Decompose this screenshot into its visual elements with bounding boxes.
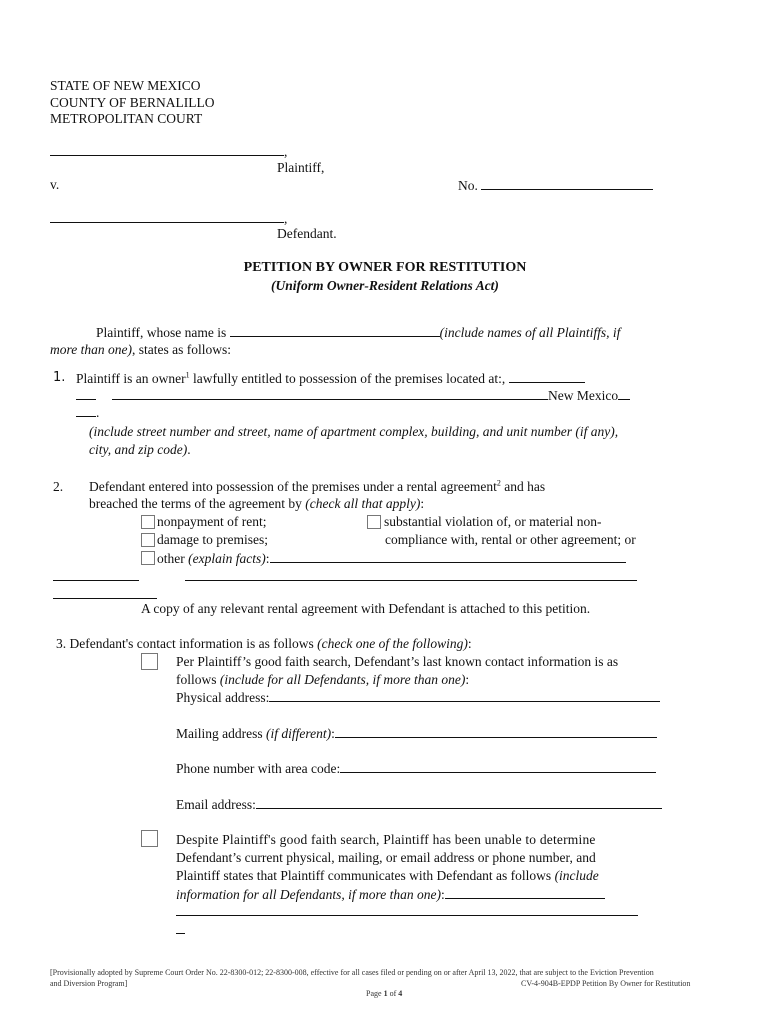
other-checkbox[interactable] (141, 551, 155, 565)
footer-note-1: [Provisionally adopted by Supreme Court Order No. 22-8300-012; 22-8300-008, effective for all cases filed or pending on or after April 13, 2022, that are subject to the Eviction Prevention (50, 968, 654, 977)
email-field[interactable] (256, 796, 662, 809)
section-2-number: 2. (53, 479, 64, 494)
contact-unknown-line-1: Despite Plaintiff's good faith search, Plaintiff has been unable to determine (176, 832, 596, 847)
contact-known-checkbox[interactable] (141, 653, 158, 670)
plaintiff-names-field[interactable] (230, 324, 440, 337)
defendant-label: Defendant. (277, 226, 337, 241)
phone-row: Phone number with area code: (176, 760, 656, 777)
contact-known-line-2: follows (include for all Defendants, if more than one): (176, 672, 470, 687)
damage-checkbox[interactable] (141, 533, 155, 547)
footer-form-id: CV-4-904B-EPDP Petition By Owner for Restitution (521, 979, 691, 988)
violation-checkbox[interactable] (367, 515, 381, 529)
nonpayment-label: nonpayment of rent; (157, 514, 267, 529)
document-subtitle: (Uniform Owner-Resident Relations Act) (271, 278, 499, 293)
physical-address-row: Physical address: (176, 689, 660, 706)
contact-unknown-checkbox[interactable] (141, 830, 158, 847)
premises-address-field-1[interactable] (509, 370, 585, 383)
contact-unknown-line-3: Plaintiff states that Plaintiff communicates with Defendant as follows (include (176, 868, 599, 883)
plaintiff-name-field[interactable]: , (50, 143, 287, 160)
section-1-line-1: Plaintiff is an owner$^1$ lawfully entitled to possession of the premises located at:, (76, 370, 585, 387)
mailing-address-row: Mailing address (if different): (176, 725, 657, 742)
section-1-note-2: city, and zip code). (89, 442, 191, 457)
plaintiff-label: Plaintiff, (277, 160, 325, 175)
communication-field-1[interactable] (445, 886, 605, 899)
violation-label: substantial violation of, or material non- (384, 514, 602, 529)
mailing-address-field[interactable] (335, 725, 657, 738)
case-number-field[interactable]: No. (458, 177, 653, 194)
page-number: Page 1 of 4 (366, 989, 403, 998)
phone-field[interactable] (340, 760, 656, 773)
section-1-note-1: (include street number and street, name of apartment complex, building, and unit number (if any), (89, 424, 619, 439)
other-explain-field[interactable] (270, 550, 626, 563)
other-label: other (explain facts): (157, 550, 626, 567)
intro-line-1: Plaintiff, whose name is (include names of all Plaintiffs, if (96, 325, 621, 340)
footer-note-2: and Diversion Program] (50, 979, 128, 988)
court-county: COUNTY OF BERNALILLO (50, 95, 215, 110)
section-3-heading: 3. Defendant's contact information is as follows (check one of the following): (56, 636, 472, 651)
section-2-line-2: breached the terms of the agreement by (check all that apply): (89, 496, 425, 511)
nonpayment-checkbox[interactable] (141, 515, 155, 529)
violation-label-2: compliance with, rental or other agreement; or (385, 532, 636, 547)
section-1-number: 1. (53, 370, 66, 385)
physical-address-field[interactable] (269, 689, 660, 702)
damage-label: damage to premises; (157, 532, 268, 547)
premises-address-field-2[interactable] (112, 387, 548, 400)
section-1-line-3: . (76, 404, 99, 421)
court-state: STATE OF NEW MEXICO (50, 78, 201, 93)
section-1-line-2: New Mexico (76, 387, 630, 404)
contact-known-line-1: Per Plaintiff’s good faith search, Defendant’s last known contact information is as (176, 654, 619, 669)
communication-field-3[interactable] (176, 921, 185, 938)
section-2-line-1: Defendant entered into possession of the premises under a rental agreement$^2$ and has (89, 478, 546, 494)
document-title: PETITION BY OWNER FOR RESTITUTION (243, 260, 527, 275)
rental-agreement-note: A copy of any relevant rental agreement with Defendant is attached to this petition. (141, 601, 591, 616)
versus-label: v. (50, 177, 60, 192)
court-name: METROPOLITAN COURT (50, 111, 203, 126)
defendant-name-field[interactable]: , (50, 210, 287, 227)
intro-line-2: more than one), states as follows: (50, 342, 231, 357)
explain-line-2[interactable] (53, 568, 637, 585)
contact-unknown-line-2: Defendant’s current physical, mailing, or email address or phone number, and (176, 850, 596, 865)
email-row: Email address: (176, 796, 662, 813)
contact-unknown-line-4: information for all Defendants, if more than one): (176, 886, 605, 903)
communication-field-2[interactable] (176, 903, 638, 920)
